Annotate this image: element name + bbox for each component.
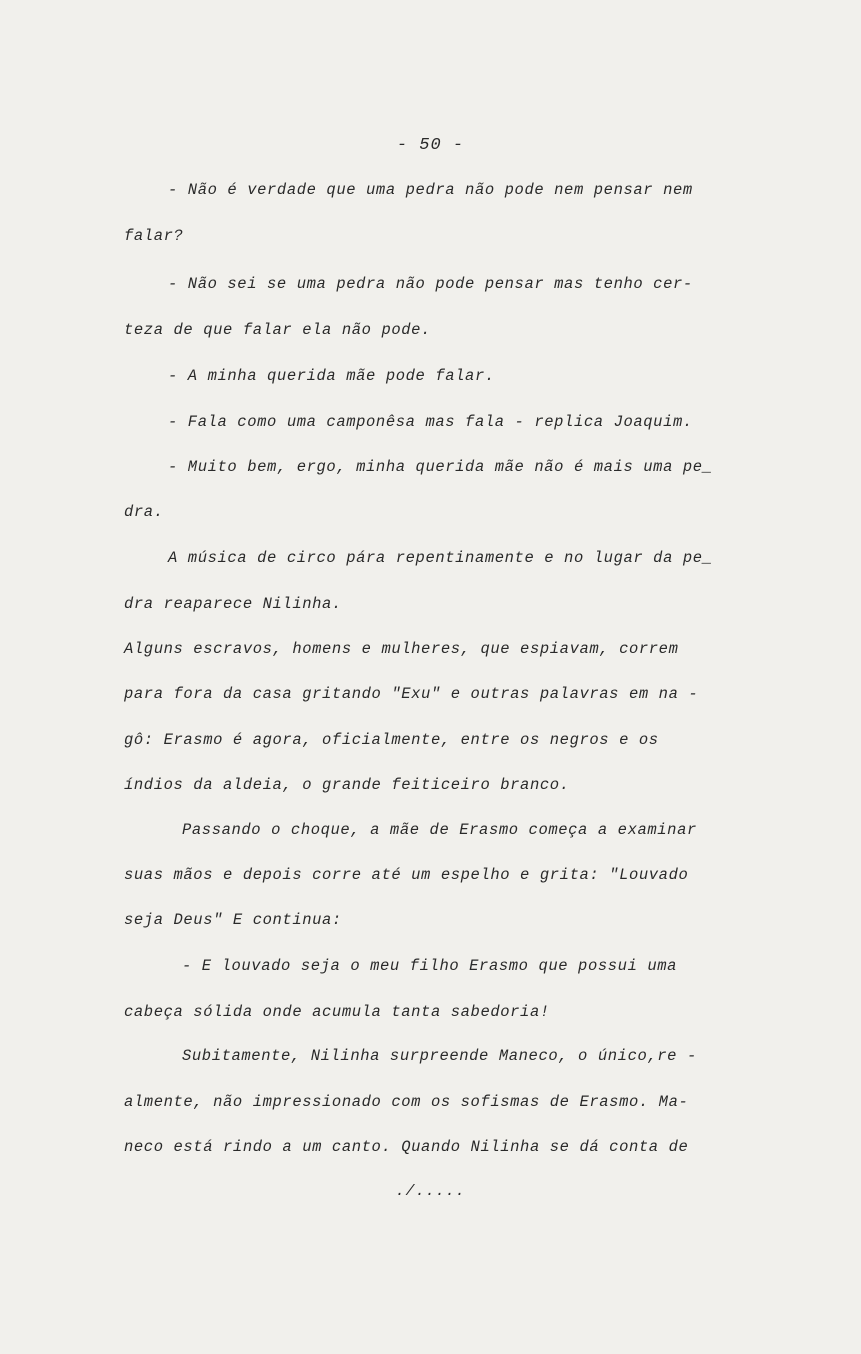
text-line: - Fala como uma camponêsa mas fala - replica Joaquim.	[168, 413, 693, 431]
text-line: Subitamente, Nilinha surpreende Maneco, o único,re -	[182, 1047, 697, 1065]
continuation-mark: ./.....	[395, 1183, 466, 1200]
text-line: falar?	[124, 227, 184, 245]
text-line: - Não é verdade que uma pedra não pode nem pensar nem	[168, 181, 693, 199]
text-line: - E louvado seja o meu filho Erasmo que possui uma	[182, 957, 678, 975]
text-line: seja Deus" E continua:	[124, 911, 342, 929]
text-line: índios da aldeia, o grande feiticeiro branco.	[124, 776, 570, 794]
text-line: - Muito bem, ergo, minha querida mãe não é mais uma pe_	[168, 458, 713, 476]
text-line: cabeça sólida onde acumula tanta sabedoria!	[124, 1003, 550, 1021]
text-line: Alguns escravos, homens e mulheres, que espiavam, correm	[124, 640, 679, 658]
text-line: - A minha querida mãe pode falar.	[168, 367, 495, 385]
page-number: - 50 -	[396, 136, 465, 155]
text-line: dra.	[124, 503, 164, 521]
text-line: dra reaparece Nilinha.	[124, 595, 342, 613]
text-line: para fora da casa gritando "Exu" e outras palavras em na -	[124, 685, 699, 703]
text-line: A música de circo pára repentinamente e no lugar da pe_	[168, 549, 713, 567]
text-line: gô: Erasmo é agora, oficialmente, entre os negros e os	[124, 731, 659, 749]
text-line: almente, não impressionado com os sofismas de Erasmo. Ma-	[124, 1093, 689, 1111]
text-line: suas mãos e depois corre até um espelho e grita: "Louvado	[124, 866, 689, 884]
text-line: teza de que falar ela não pode.	[124, 321, 431, 339]
text-line: - Não sei se uma pedra não pode pensar mas tenho cer-	[168, 275, 693, 293]
text-line: Passando o choque, a mãe de Erasmo começa a examinar	[182, 821, 697, 839]
text-line: neco está rindo a um canto. Quando Nilinha se dá conta de	[124, 1138, 689, 1156]
